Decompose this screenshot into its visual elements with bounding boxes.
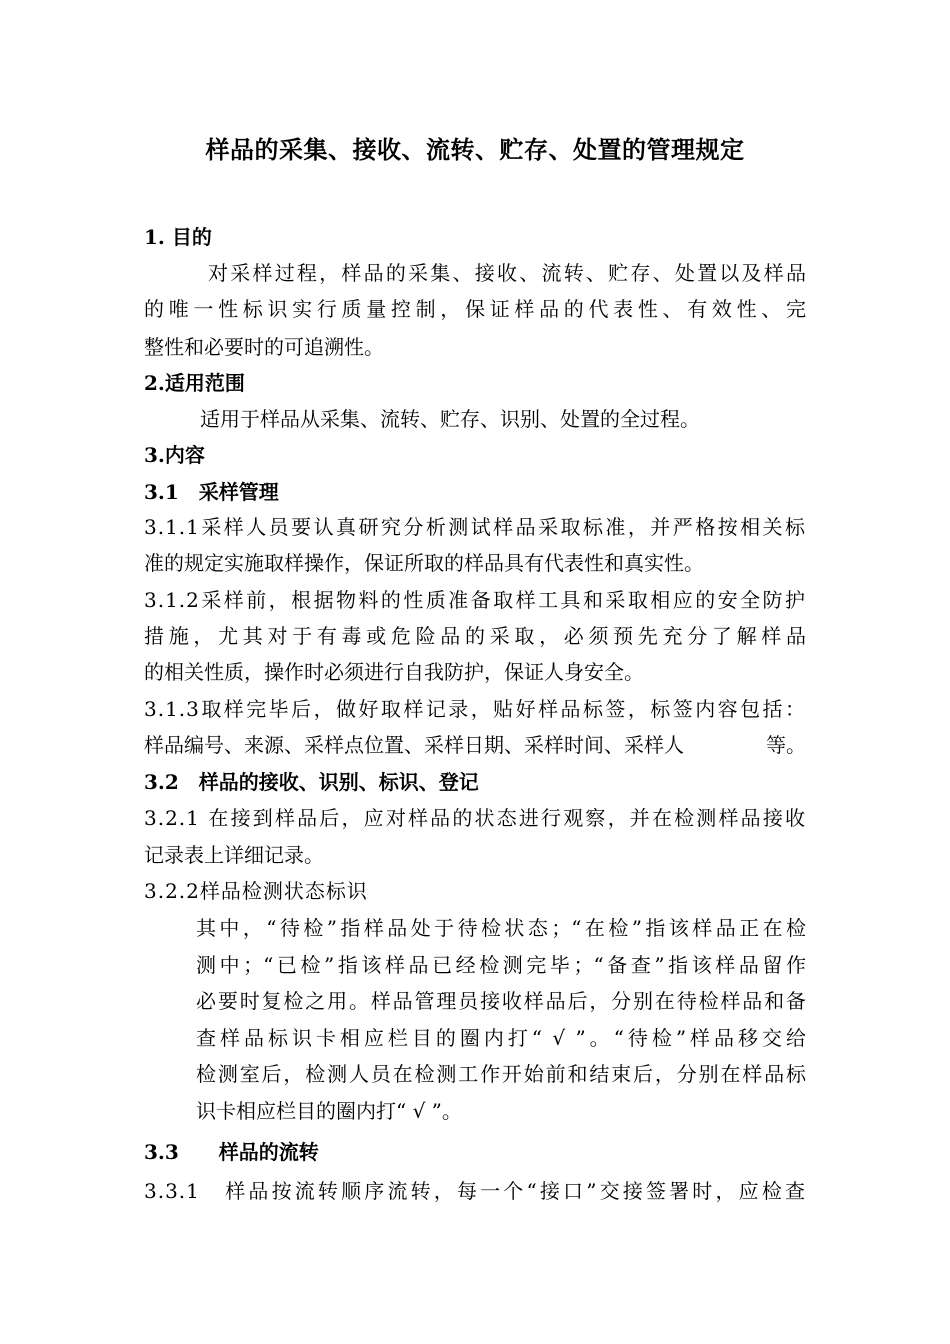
paragraph-line: 准的规定实施取样操作，保证所取的样品具有代表性和真实性。 — [144, 551, 704, 575]
paragraph-line: 的相关性质，操作时必须进行自我防护，保证人身安全。 — [144, 660, 644, 684]
paragraph-line: 3.3.1 样品按流转顺序流转，每一个“接口”交接签署时，应检查 — [144, 1179, 806, 1203]
paragraph-line: 措施，尤其对于有毒或危险品的采取，必须预先充分了解样品 — [144, 624, 806, 648]
paragraph-line: 其中，“待检”指样品处于待检状态；“在检”指该样品正在检 — [196, 916, 806, 940]
paragraph-line: 记录表上详细记录。 — [144, 843, 324, 867]
paragraph-line: 样品编号、来源、采样点位置、采样日期、采样时间、采样人 — [144, 733, 684, 757]
paragraph-line: 必要时复检之用。样品管理员接收样品后，分别在待检样品和备 — [196, 989, 806, 1013]
section-heading-content: 3.内容 — [144, 443, 205, 467]
paragraph-line: 适用于样品从采集、流转、贮存、识别、处置的全过程。 — [200, 407, 700, 431]
paragraph-line: 测中；“已检”指该样品已经检测完毕；“备查”指该样品留作 — [196, 953, 806, 977]
subsection-heading-sampling: 3.1 采样管理 — [144, 480, 279, 504]
paragraph-line: 的唯一性标识实行质量控制，保证样品的代表性、有效性、完 — [144, 297, 806, 321]
paragraph-line-end: 等。 — [766, 733, 806, 757]
paragraph-line: 识卡相应栏目的圈内打“ √ ”。 — [196, 1099, 462, 1123]
paragraph-line: 3.1.2采样前，根据物料的性质准备取样工具和采取相应的安全防护 — [144, 588, 806, 612]
section-heading-scope: 2.适用范围 — [144, 371, 245, 395]
paragraph-line: 3.2.2样品检测状态标识 — [144, 879, 368, 903]
paragraph-line: 查样品标识卡相应栏目的圈内打“ √ ”。“待检”样品移交给 — [196, 1026, 806, 1050]
paragraph-line: 检测室后，检测人员在检测工作开始前和结束后，分别在样品标 — [196, 1062, 806, 1086]
subsection-heading-circulation: 3.3 样品的流转 — [144, 1140, 319, 1164]
paragraph-line: 3.2.1 在接到样品后，应对样品的状态进行观察，并在检测样品接收 — [144, 806, 806, 830]
paragraph-line: 3.1.3取样完毕后，做好取样记录，贴好样品标签，标签内容包括： — [144, 697, 806, 721]
document-title: 样品的采集、接收、流转、贮存、处置的管理规定 — [205, 135, 745, 164]
subsection-heading-receipt: 3.2 样品的接收、识别、标识、登记 — [144, 770, 479, 794]
section-heading-purpose: 1. 目的 — [144, 225, 212, 249]
paragraph-line: 3.1.1采样人员要认真研究分析测试样品采取标准，并严格按相关标 — [144, 515, 806, 539]
paragraph-line: 整性和必要时的可追溯性。 — [144, 335, 384, 359]
paragraph-line: 对采样过程，样品的采集、接收、流转、贮存、处置以及样品 — [208, 261, 806, 285]
